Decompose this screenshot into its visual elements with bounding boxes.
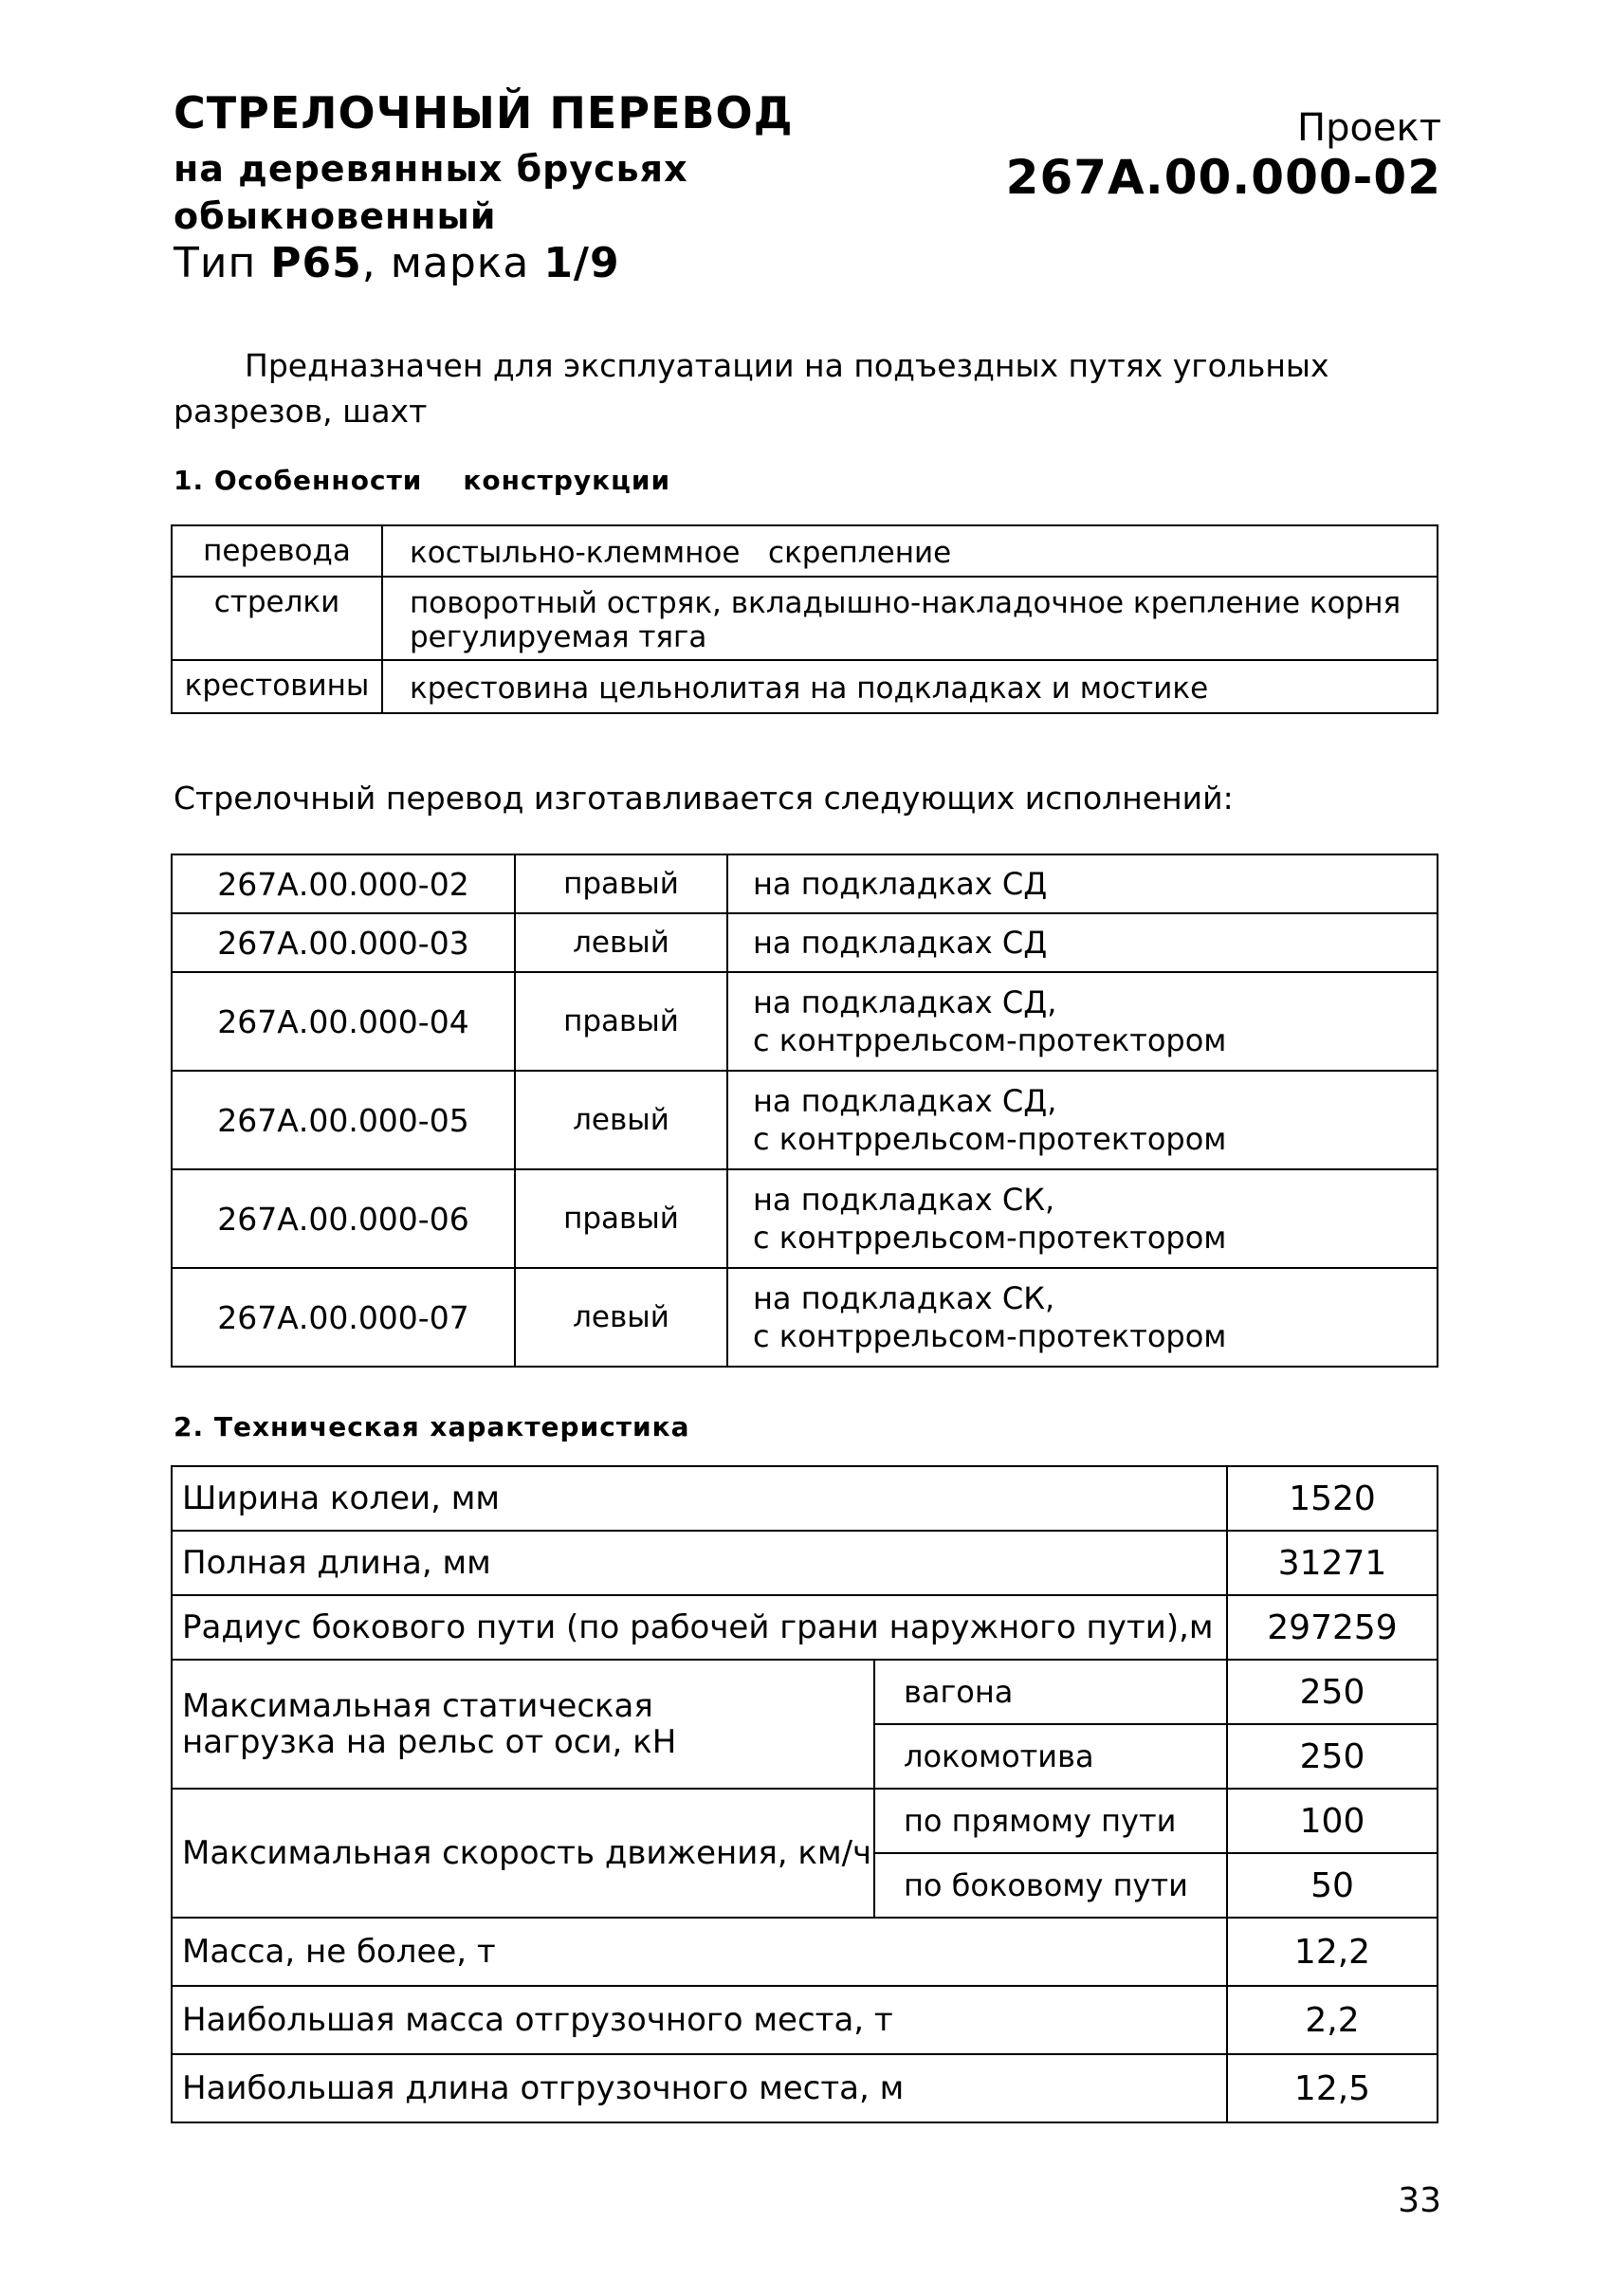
table-row	[172, 1595, 1438, 1660]
table-row	[172, 1660, 1438, 1724]
type-value: Р65	[270, 239, 362, 287]
variant-desc-line: на подкладках СД	[753, 925, 1048, 961]
feature-key: стрелки	[172, 577, 382, 660]
variant-desc-line: на подкладках СК,	[753, 1182, 1055, 1218]
variant-desc-line: с контррельсом-протектором	[753, 1318, 1227, 1354]
length-label: Полная длина, мм	[172, 1531, 1227, 1595]
feature-value	[382, 525, 1438, 577]
variant-desc-line: на подкладках СК,	[753, 1280, 1055, 1316]
speed-label: Максимальная скорость движения, км/ч	[172, 1789, 874, 1918]
gauge-value: 1520	[1227, 1466, 1438, 1531]
intro-text: Предназначен для эксплуатации на подъездных путях угольных разрезов, шахт	[174, 347, 1329, 430]
feature-value-text: поворотный остряк, вкладышно-накладочное крепление корня	[410, 586, 1401, 620]
variant-code: 267А.00.000-07	[172, 1268, 515, 1367]
speed-straight-value: 100	[1227, 1789, 1438, 1853]
table-row	[172, 525, 1438, 577]
doc-subtitle-1: на деревянных брусьях	[174, 148, 688, 190]
variant-side: левый	[515, 1268, 727, 1367]
feature-key: крестовины	[172, 660, 382, 713]
table-row	[172, 1918, 1438, 1986]
radius-label: Радиус бокового пути (по рабочей грани наружного пути),м	[172, 1595, 1227, 1660]
type-mid: , марка	[361, 239, 544, 287]
ship-mass-value: 2,2	[1227, 1986, 1438, 2054]
variant-side: правый	[515, 972, 727, 1071]
load-label-line: Максимальная статическая	[182, 1687, 653, 1725]
feature-value-text: регулируемая тяга	[410, 620, 707, 654]
variant-desc	[727, 1071, 1438, 1169]
doc-subtitle-2: обыкновенный	[174, 195, 497, 237]
table-row	[172, 2054, 1438, 2122]
length-value: 31271	[1227, 1531, 1438, 1595]
feature-value	[382, 660, 1438, 713]
speed-side-value: 50	[1227, 1853, 1438, 1918]
speed-straight-label: по прямому пути	[874, 1789, 1227, 1853]
feature-value-text: крестовина цельнолитая на подкладках и мостике	[410, 671, 1209, 706]
ship-len-value: 12,5	[1227, 2054, 1438, 2122]
variant-desc-line: с контррельсом-протектором	[753, 1220, 1227, 1256]
variant-desc-line: на подкладках СД,	[753, 984, 1057, 1020]
features-table	[171, 524, 1438, 714]
table-row	[172, 1169, 1438, 1268]
load-loco-value: 250	[1227, 1724, 1438, 1789]
speed-side-label: по боковому пути	[874, 1853, 1227, 1918]
type-prefix: Тип	[174, 239, 271, 287]
variant-desc	[727, 1268, 1438, 1367]
page-number: 33	[1398, 2181, 1441, 2220]
variant-desc-line: с контррельсом-протектором	[753, 1121, 1227, 1157]
table-row	[172, 1466, 1438, 1531]
section2-title: 2. Техническая характеристика	[174, 1411, 690, 1442]
variants-table	[171, 854, 1438, 1368]
feature-value	[382, 577, 1438, 660]
radius-value: 297259	[1227, 1595, 1438, 1660]
variant-desc-line: на подкладках СД	[753, 866, 1048, 902]
table-row	[172, 1986, 1438, 2054]
table-row	[172, 1531, 1438, 1595]
section1-title: 1. Особенности конструкции	[174, 465, 671, 496]
load-wagon-label: вагона	[874, 1660, 1227, 1724]
variant-desc	[727, 854, 1438, 913]
table-row	[172, 1789, 1438, 1853]
type-line	[174, 239, 620, 287]
project-label: Проект	[1296, 106, 1441, 150]
table-row	[172, 972, 1438, 1071]
load-label-line: нагрузка на рельс от оси, кН	[182, 1723, 677, 1761]
project-code: 267А.00.000-02	[1005, 150, 1441, 205]
mass-label: Масса, не более, т	[172, 1918, 1227, 1986]
variant-side: левый	[515, 913, 727, 972]
feature-key: перевода	[172, 525, 382, 577]
load-loco-label: локомотива	[874, 1724, 1227, 1789]
table-row	[172, 913, 1438, 972]
variant-side: правый	[515, 1169, 727, 1268]
gauge-label: Ширина колеи, мм	[172, 1466, 1227, 1531]
variant-code: 267А.00.000-02	[172, 854, 515, 913]
variant-code: 267А.00.000-03	[172, 913, 515, 972]
doc-title: СТРЕЛОЧНЫЙ ПЕРЕВОД	[174, 87, 794, 138]
variant-desc	[727, 1169, 1438, 1268]
table-row	[172, 1268, 1438, 1367]
variants-lead: Стрелочный перевод изготавливается следующих исполнений:	[174, 780, 1234, 817]
mass-value: 12,2	[1227, 1918, 1438, 1986]
ship-mass-label: Наибольшая масса отгрузочного места, т	[172, 1986, 1227, 2054]
table-row	[172, 577, 1438, 660]
variant-desc-line: на подкладках СД,	[753, 1083, 1057, 1119]
variant-code: 267А.00.000-06	[172, 1169, 515, 1268]
feature-value-text: костыльно-клеммное скрепление	[410, 536, 952, 570]
ship-len-label: Наибольшая длина отгрузочного места, м	[172, 2054, 1227, 2122]
table-row	[172, 1071, 1438, 1169]
variant-side: правый	[515, 854, 727, 913]
load-wagon-value: 250	[1227, 1660, 1438, 1724]
variant-code: 267А.00.000-05	[172, 1071, 515, 1169]
table-row	[172, 854, 1438, 913]
load-label	[172, 1660, 874, 1789]
type-mark: 1/9	[543, 239, 620, 287]
variant-desc	[727, 972, 1438, 1071]
variant-desc	[727, 913, 1438, 972]
table-row	[172, 660, 1438, 713]
tech-table	[171, 1465, 1438, 2123]
variant-side: левый	[515, 1071, 727, 1169]
variant-code: 267А.00.000-04	[172, 972, 515, 1071]
variant-desc-line: с контррельсом-протектором	[753, 1022, 1227, 1058]
